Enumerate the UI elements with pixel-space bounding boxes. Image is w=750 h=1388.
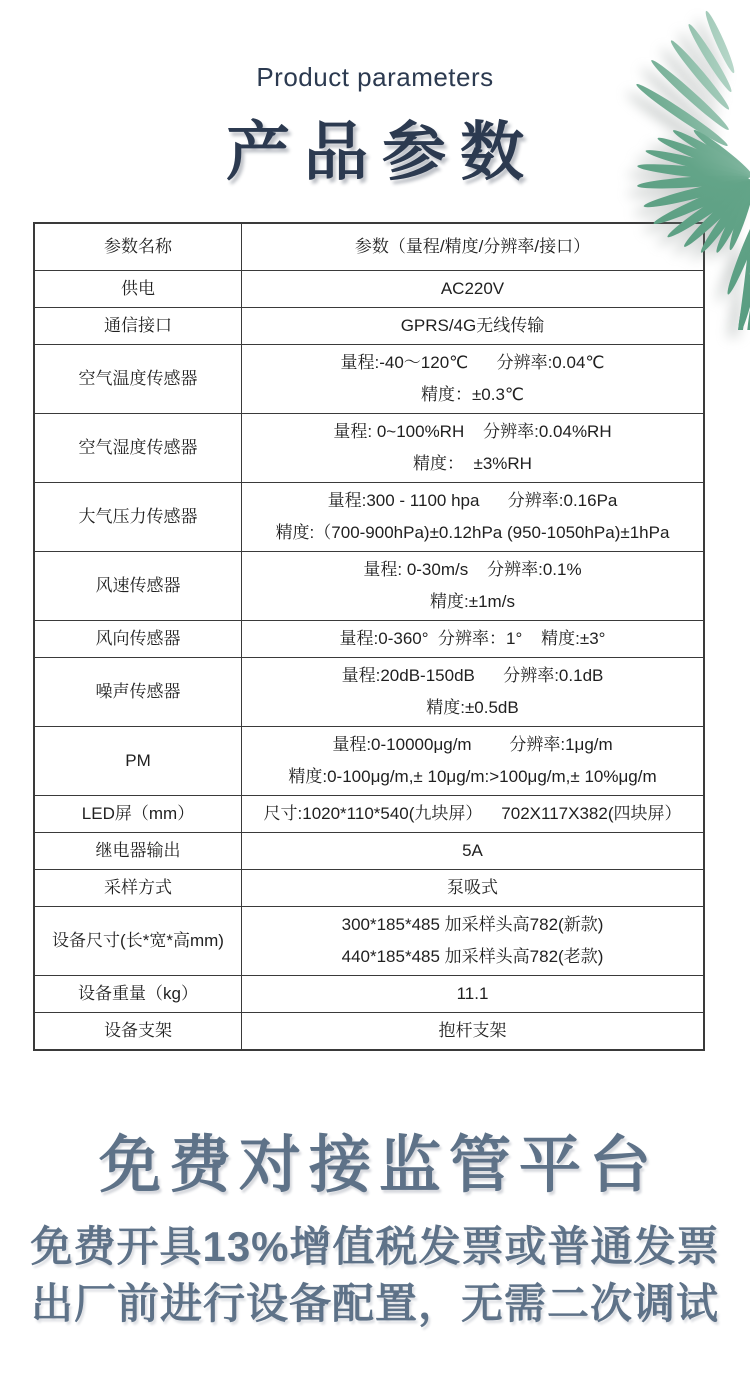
subtitle-english: Product parameters [256,62,494,92]
param-value-cell [242,907,705,976]
param-value-cell [242,833,705,870]
param-value-line: 量程: 0~100%RH 分辨率:0.04%RH [333,422,612,441]
param-name-text: 供电 [121,279,155,298]
param-value-cell [242,414,705,483]
param-value-line: 精度：±0.3℃ [420,385,525,404]
parameters-table-body [34,223,704,1050]
table-row [34,308,704,345]
table-row [34,727,704,796]
table-row [34,658,704,727]
param-value-cell [242,727,705,796]
param-value-cell [242,796,705,833]
param-name-cell [34,223,242,271]
param-name-cell [34,271,242,308]
table-row [34,870,704,907]
param-name-text: LED屏（mm） [81,804,195,823]
param-value-line: 量程:-40～120℃ 分辨率:0.04℃ [340,353,605,372]
param-name-cell [34,308,242,345]
param-value-line: 精度:±1m/s [430,592,515,611]
param-value-cell [242,345,705,414]
param-name-text: 空气温度传感器 [78,369,198,388]
param-value-line: 参数（量程/精度/分辨率/接口） [354,237,591,256]
promo-line-config: 出厂前进行设备配置，无需二次调试 [30,1280,719,1327]
param-name-cell [34,976,242,1013]
param-value-cell [242,1013,705,1051]
param-name-cell [34,907,242,976]
param-value-cell [242,483,705,552]
param-name-text: 大气压力传感器 [78,507,198,526]
table-row [34,621,704,658]
param-name-text: PM [125,751,151,770]
param-name-text: 风向传感器 [95,629,181,648]
param-value-line: 量程:0-360° 分辨率：1° 精度:±3° [339,629,606,648]
param-value-cell [242,658,705,727]
param-value-line: 11.1 [456,984,489,1003]
param-value-line: 5A [462,841,483,860]
param-name-cell [34,621,242,658]
param-name-text: 采样方式 [104,878,172,897]
table-header-row [34,223,704,271]
page-title: 产品参数 [226,116,538,188]
param-name-cell [34,552,242,621]
param-name-cell [34,727,242,796]
param-name-cell [34,870,242,907]
param-name-text: 空气湿度传感器 [78,438,198,457]
table-row [34,833,704,870]
param-name-text: 参数名称 [104,237,172,256]
param-value-line: 量程:0-10000μg/m 分辨率:1μg/m [332,735,613,754]
param-value-cell [242,271,705,308]
param-value-line: 精度:（700-900hPa)±0.12hPa (950-1050hPa)±1hPa [275,523,670,542]
table-row [34,345,704,414]
promo-heading: 免费对接监管平台 [98,1131,659,1200]
param-name-cell [34,833,242,870]
param-name-cell [34,1013,242,1051]
param-name-text: 设备支架 [104,1021,172,1040]
table-row [34,1013,704,1051]
param-value-line: 440*185*485 加采样头高782(老款) [341,947,604,966]
promo-section [0,1128,750,1332]
param-value-cell [242,223,705,271]
param-value-line: 量程:300 - 1100 hpa 分辨率:0.16Pa [327,491,618,510]
param-name-text: 继电器输出 [95,841,181,860]
param-value-cell [242,976,705,1013]
param-name-cell [34,483,242,552]
param-value-line: 精度:0-100μg/m,± 10μg/m:>100μg/m,± 10%μg/m [288,767,657,786]
param-name-cell [34,796,242,833]
param-value-cell [242,870,705,907]
param-name-text: 噪声传感器 [95,682,181,701]
param-value-line: 精度:±0.5dB [426,698,519,717]
param-name-text: 通信接口 [104,316,172,335]
param-value-cell [242,552,705,621]
table-row [34,976,704,1013]
table-row [34,796,704,833]
header [0,62,750,193]
param-name-cell [34,658,242,727]
param-value-line: 精度： ±3%RH [413,454,532,473]
param-value-cell [242,621,705,658]
parameters-table [33,222,705,1051]
param-value-line: GPRS/4G无线传输 [400,316,545,335]
param-value-line: 抱杆支架 [438,1021,507,1040]
table-row [34,552,704,621]
param-value-cell [242,308,705,345]
param-value-line: 量程:20dB-150dB 分辨率:0.1dB [341,666,604,685]
promo-line-invoice: 免费开具13%增值税发票或普通发票 [30,1223,720,1270]
param-name-text: 设备尺寸(长*宽*高mm) [52,931,224,950]
param-value-line: 量程: 0-30m/s 分辨率:0.1% [363,560,582,579]
param-name-cell [34,345,242,414]
param-name-text: 设备重量（kg） [78,984,198,1003]
param-value-line: 尺寸:1020*110*540(九块屏） 702X117X382(四块屏） [263,804,682,823]
table-row [34,907,704,976]
table-row [34,271,704,308]
param-value-line: 300*185*485 加采样头高782(新款) [341,915,604,934]
param-value-line: AC220V [440,279,505,298]
table-row [34,414,704,483]
table-row [34,483,704,552]
param-value-line: 泵吸式 [447,878,498,897]
param-name-cell [34,414,242,483]
param-name-text: 风速传感器 [95,576,181,595]
